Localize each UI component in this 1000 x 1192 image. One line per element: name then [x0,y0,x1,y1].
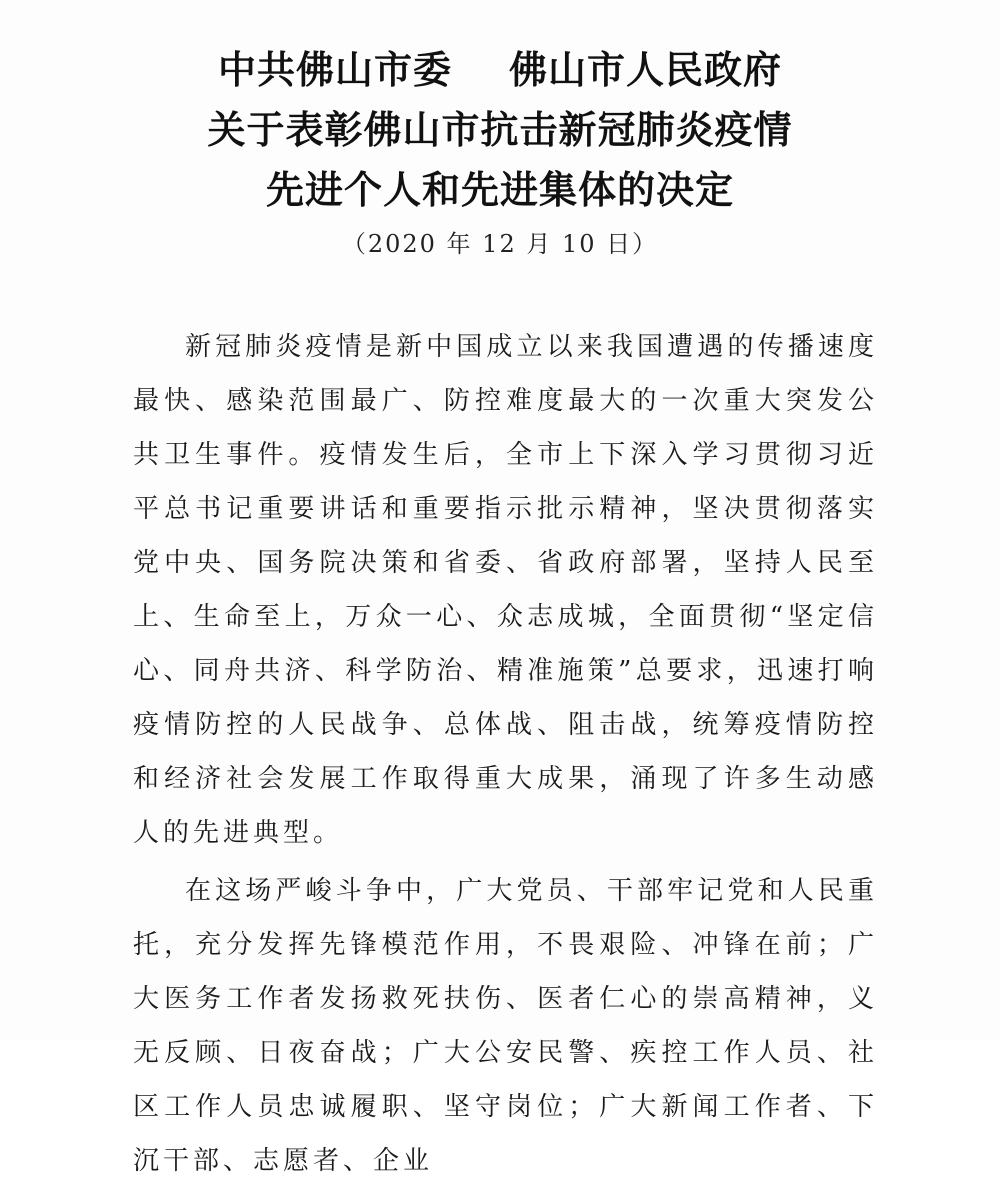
title-line-decision: 先进个人和先进集体的决定 [265,168,734,212]
document-body [133,320,878,1192]
title-line-issuers: 中共佛山市委 佛山市人民政府 [218,48,782,92]
paragraph-struggle: 在这场严峻斗争中，广大党员、干部牢记党和人民重托，充分发挥先锋模范作用，不畏艰险、冲锋在前；广大医务工作者发扬救死扶伤、医者仁心的崇高精神，义无反顾、日夜奋战；广大公安民警、疾控工作人员、社区工作人员忠诚履职、坚守岗位；广大新闻工作者、下沉干部、志愿者、企业 [133,876,878,1176]
paragraph-intro: 新冠肺炎疫情是新中国成立以来我国遭遇的传播速度最快、感染范围最广、防控难度最大的一次重大突发公共卫生事件。疫情发生后，全市上下深入学习贯彻习近平总书记重要讲话和重要指示批示精神，坚决贯彻落实党中央、国务院决策和省委、省政府部署，坚持人民至上、生命至上，万众一心、众志成城，全面贯彻“坚定信心、同舟共济、科学防治、精准施策”总要求，迅速打响疫情防控的人民战争、总体战、阻击战，统筹疫情防控和经济社会发展工作取得重大成果，涌现了许多生动感人的先进典型。 [133,332,878,848]
document-header [0,40,1000,264]
title-line-subject: 关于表彰佛山市抗击新冠肺炎疫情 [207,108,793,152]
document-date: （2020 年 12 月 10 日） [341,230,659,258]
